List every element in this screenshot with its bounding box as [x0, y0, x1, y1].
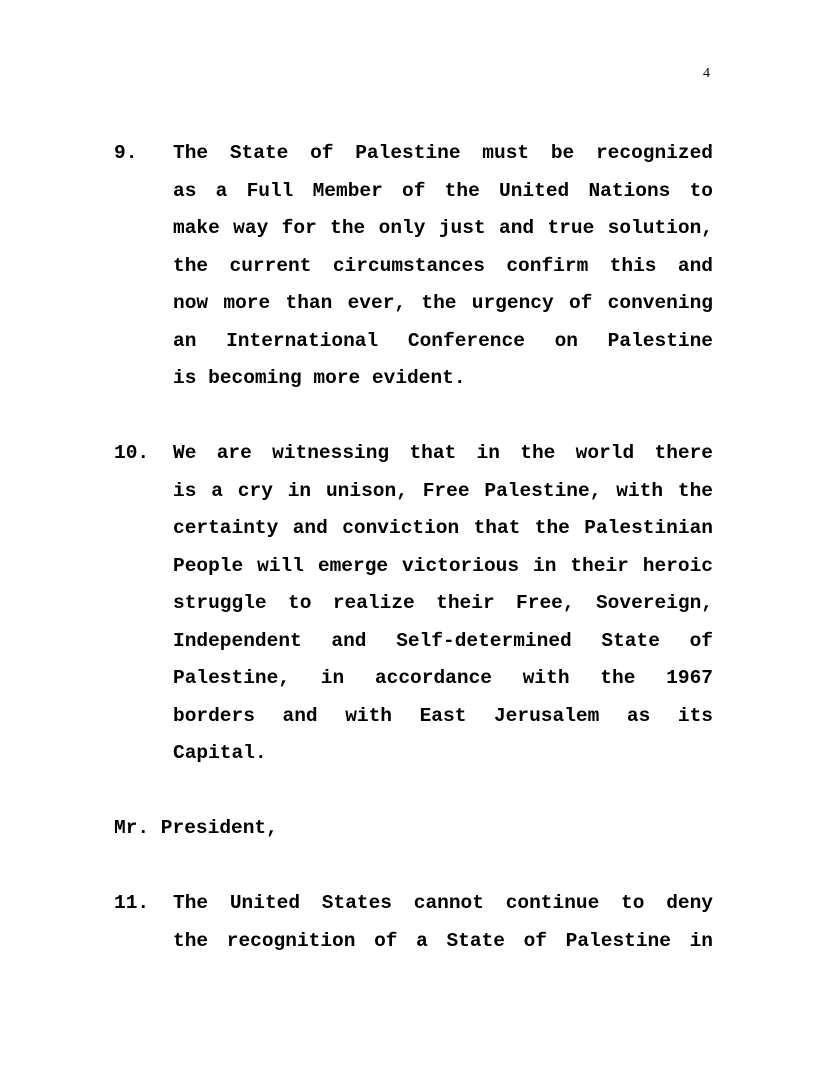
text-line: an International Conference on Palestine	[173, 329, 713, 352]
text-line: is becoming more evident.	[173, 367, 466, 389]
text-line: The State of Palestine must be recognized	[173, 142, 713, 164]
text-line: Independent and Self-determined State of	[173, 629, 713, 652]
text-line: the recognition of a State of Palestine in	[173, 929, 713, 952]
page-number: 4	[703, 66, 710, 81]
salutation: Mr. President,	[114, 817, 278, 839]
paragraph-text	[173, 135, 713, 398]
text-line: is a cry in unison, Free Palestine, with the	[173, 479, 713, 502]
text-line: The United States cannot continue to deny	[173, 892, 713, 914]
text-line: Palestine, in accordance with the 1967	[173, 667, 713, 689]
paragraph-number: 10.	[114, 442, 150, 464]
paragraph-number: 9.	[114, 142, 138, 164]
paragraph-text	[173, 885, 713, 960]
text-line: certainty and conviction that the Palestinian	[173, 517, 713, 539]
text-line: Capital.	[173, 742, 267, 764]
paragraph-10	[114, 435, 713, 773]
paragraph-number: 11.	[114, 892, 150, 914]
text-line: borders and with East Jerusalem as its	[173, 704, 713, 727]
paragraph-text	[173, 435, 713, 773]
text-line: People will emerge victorious in their heroic	[173, 554, 713, 577]
text-line: as a Full Member of the United Nations to	[173, 179, 713, 202]
paragraph-9	[114, 135, 713, 398]
text-line: the current circumstances confirm this and	[173, 254, 713, 277]
text-line: We are witnessing that in the world there	[173, 442, 713, 464]
text-line: now more than ever, the urgency of convening	[173, 292, 713, 314]
text-line: make way for the only just and true solution,	[173, 217, 713, 239]
paragraph-11	[114, 885, 713, 960]
text-line: struggle to realize their Free, Sovereign,	[173, 592, 713, 614]
